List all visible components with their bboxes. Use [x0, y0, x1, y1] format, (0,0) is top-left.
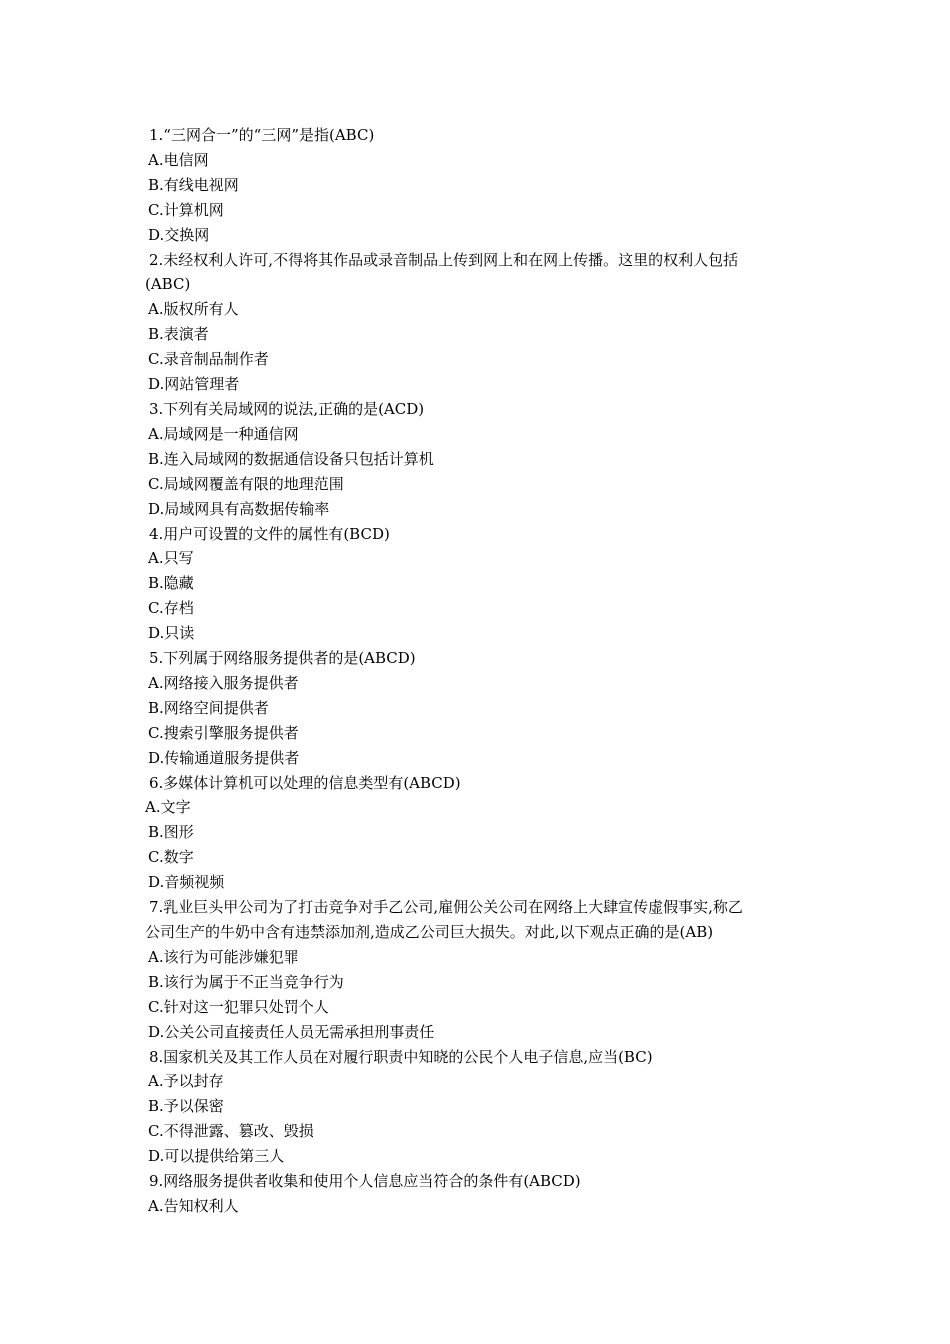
question-2-text: 2.未经权利人许可,不得将其作品或录音制品上传到网上和在网上传播。这里的权利人包括 — [149, 250, 739, 269]
question-4-text: 4.用户可设置的文件的属性有(BCD) — [149, 524, 390, 543]
question-1-option-a: A.电信网 — [148, 150, 209, 169]
question-2-option-c: C.录音制品制作者 — [148, 350, 269, 369]
question-7-text: 7.乳业巨头甲公司为了打击竞争对手乙公司,雇佣公关公司在网络上大肆宣传虚假事实,称乙 — [149, 898, 743, 917]
question-7-option-c: C.针对这一犯罪只处罚个人 — [148, 997, 329, 1016]
question-8-option-d: D.可以提供给第三人 — [148, 1147, 285, 1166]
question-7-option-d: D.公关公司直接责任人员无需承担刑事责任 — [148, 1022, 435, 1041]
question-6-option-c: C.数字 — [148, 848, 194, 867]
question-8-option-c: C.不得泄露、篡改、毁损 — [148, 1122, 314, 1141]
question-4-option-b: B.隐藏 — [148, 574, 194, 593]
question-2-text-continued: (ABC) — [145, 275, 191, 294]
question-9-text: 9.网络服务提供者收集和使用个人信息应当符合的条件有(ABCD) — [149, 1172, 581, 1191]
question-7-option-a: A.该行为可能涉嫌犯罪 — [148, 947, 299, 966]
question-3-option-c: C.局域网覆盖有限的地理范围 — [148, 474, 344, 493]
question-5-option-a: A.网络接入服务提供者 — [148, 673, 299, 692]
question-5-option-b: B.网络空间提供者 — [148, 698, 269, 717]
document-body — [145, 123, 815, 1219]
question-3-option-b: B.连入局域网的数据通信设备只包括计算机 — [148, 449, 434, 468]
question-3-text: 3.下列有关局域网的说法,正确的是(ACD) — [149, 399, 425, 418]
question-4-option-c: C.存档 — [148, 599, 194, 618]
question-8-text: 8.国家机关及其工作人员在对履行职责中知晓的公民个人电子信息,应当(BC) — [149, 1047, 653, 1066]
question-1-option-d: D.交换网 — [148, 225, 210, 244]
question-9-option-a: A.告知权利人 — [148, 1196, 239, 1215]
question-2-option-a: A.版权所有人 — [148, 300, 239, 319]
question-6-text: 6.多媒体计算机可以处理的信息类型有(ABCD) — [149, 773, 461, 792]
question-5-option-c: C.搜索引擎服务提供者 — [148, 723, 299, 742]
question-8-option-a: A.予以封存 — [148, 1072, 224, 1091]
question-5-text: 5.下列属于网络服务提供者的是(ABCD) — [149, 649, 416, 668]
question-6-option-a: A.文字 — [145, 798, 191, 817]
question-1-text: 1.“三网合一”的“三网”是指(ABC) — [149, 126, 375, 144]
question-4-option-d: D.只读 — [148, 624, 195, 643]
question-3-option-d: D.局域网具有高数据传输率 — [148, 499, 330, 518]
question-1-option-c: C.计算机网 — [148, 200, 224, 219]
question-2-option-b: B.表演者 — [148, 325, 209, 344]
question-6-option-d: D.音频视频 — [148, 873, 225, 892]
question-6-option-b: B.图形 — [148, 823, 194, 842]
question-1-option-b: B.有线电视网 — [148, 175, 239, 194]
question-4-option-a: A.只写 — [148, 549, 194, 568]
question-8-option-b: B.予以保密 — [148, 1097, 224, 1116]
question-5-option-d: D.传输通道服务提供者 — [148, 748, 300, 767]
question-7-text-continued: 公司生产的牛奶中含有违禁添加剂,造成乙公司巨大损失。对此,以下观点正确的是(AB) — [145, 923, 714, 941]
question-2-option-d: D.网站管理者 — [148, 375, 240, 394]
question-3-option-a: A.局域网是一种通信网 — [148, 424, 299, 443]
question-7-option-b: B.该行为属于不正当竞争行为 — [148, 972, 344, 991]
